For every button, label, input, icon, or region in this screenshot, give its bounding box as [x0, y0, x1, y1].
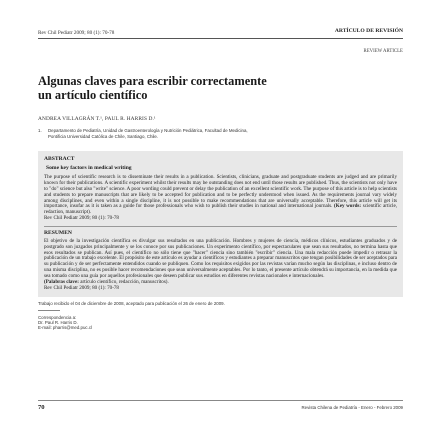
correspondence-email: E-mail: pharris@med.puc.cl [38, 325, 92, 331]
abstract-separator [44, 226, 397, 227]
title-line-2: un artículo científico [38, 87, 148, 102]
abstract-subtitle: Some key factors in medical writing [46, 165, 132, 172]
abstract-citation: Rev Chil Pediatr 2009; 80 (1): 70-78 [44, 215, 119, 222]
authors: ANDREA VILLAGRÁN T.¹, PAUL R. HARRIS D.¹ [38, 116, 156, 122]
resumen-heading: RESUMEN [44, 229, 72, 236]
resumen-keywords: artículo científico, redacción, manuscritos). [80, 278, 169, 285]
received-note: Trabajo recibido el 04 de diciembre de 2008, aceptado para publicación el 26 de enero de 2009. [38, 300, 225, 306]
footer-rule [38, 400, 403, 401]
running-header [38, 0, 403, 36]
abstract-keywords: scientific article, redaction, manuscript). [44, 203, 398, 216]
abstract-body [44, 175, 397, 216]
resumen-text: El objetivo de la investigación científica es divulgar sus resultados en una publicación. Hombres y mujeres de ciencia, médicos clínicos, estudiantes graduados y de postgrado son juzgados principalmente y se los conoce por sus publicaciones. Un experimento científico, por espectaculares que sean sus resultados, no termina hasta que esos resultados se publican. Así pues, el científico no sólo tiene que "hacer" ciencia sino también "escribir" ciencia. Una mala redacción puede impedir o retrasar la publicación de un trabajo excelente. El propósito de este artículo es ayudar a científicos y estudiantes a preparar manuscritos que tengan posibilidades de ser aceptados para su publicación y de ser perfectamente entendidos cuando se publiquen. Como los requisitos exigidos por las revistas varían mucho según las disciplinas, e incluso dentro de una misma disciplina, no es posible hacer recomendaciones que sean universalmente aceptables. Por lo tanto, el presente artículo obtendrá su importancia, en la medida que sea tomado como una guía por aquellos profesionales que deseen publicar sus estudios en diferentes revistas nacionales e internacionales. [44, 237, 397, 279]
article-title [38, 75, 403, 102]
resumen-keywords-label: (Palabras clave: [44, 278, 79, 285]
abstract-box [38, 151, 403, 296]
affiliation-number: 1. [38, 128, 42, 133]
affiliation [38, 128, 403, 139]
footer-journal: Revista Chilena de Pediatría - Enero - Febrero 2009 [301, 405, 403, 410]
article-type [335, 28, 403, 34]
resumen-body [44, 239, 397, 280]
article-type-es: ARTÍCULO DE REVISIÓN [334, 28, 403, 34]
title-line-1: Algunas claves para escribir correctamente [38, 74, 267, 88]
page-number: 70 [38, 404, 45, 411]
abstract-text: The purpose of scientific research is to disseminate their results in a publication. Scientists, clinicians, graduate and postgraduate students are judged and are primarily known for their publications. A scientific experiment whilst their results may be outstanding does not end until those results are published. Thus, the scientists not only have to "do" science but also "write" science. A poor wording could prevent or delay the publication of an excellent scientific work. The purpose of this article is to help scientists and students to prepare manuscripts that are likely to be accepted for publication and to be perfectly understood when issued. As the requirements journal vary widely among disciplines, and even within a single discipline, it is not possible to make recommendations that are universally acceptable. Therefore, this article will get its importance, insofar as it is taken as a guide for those professionals who wish to publish their studies in national and international journals. [44, 174, 397, 210]
affiliation-line-1: Departamento de Pediatría, Unidad de Gastroenterología y Nutrición Pediátrica, Facultad de Medicina, [48, 128, 248, 133]
article-type-en: REVIEW ARTICLE [363, 49, 403, 54]
page-footer [38, 404, 403, 411]
correspondence-rule [38, 310, 60, 311]
article-type-en-row [38, 39, 403, 57]
correspondence-name: Dr. Paul R. Harris D. [38, 319, 78, 325]
resumen-citation: Rev Chil Pediatr 2009; 80 (1): 70-78 [44, 284, 119, 291]
correspondence-label: Correspondencia a: [38, 314, 77, 320]
journal-reference: Rev Chil Pediatr 2009; 80 (1): 70-78 [38, 30, 115, 36]
affiliation-text [48, 128, 248, 139]
correspondence [38, 315, 403, 331]
abstract-keywords-label: (Key words: [334, 203, 362, 210]
abstract-heading: ABSTRACT [44, 156, 75, 163]
affiliation-line-2: Pontificia Universidad Católica de Chile, Santiago, Chile. [48, 133, 159, 139]
